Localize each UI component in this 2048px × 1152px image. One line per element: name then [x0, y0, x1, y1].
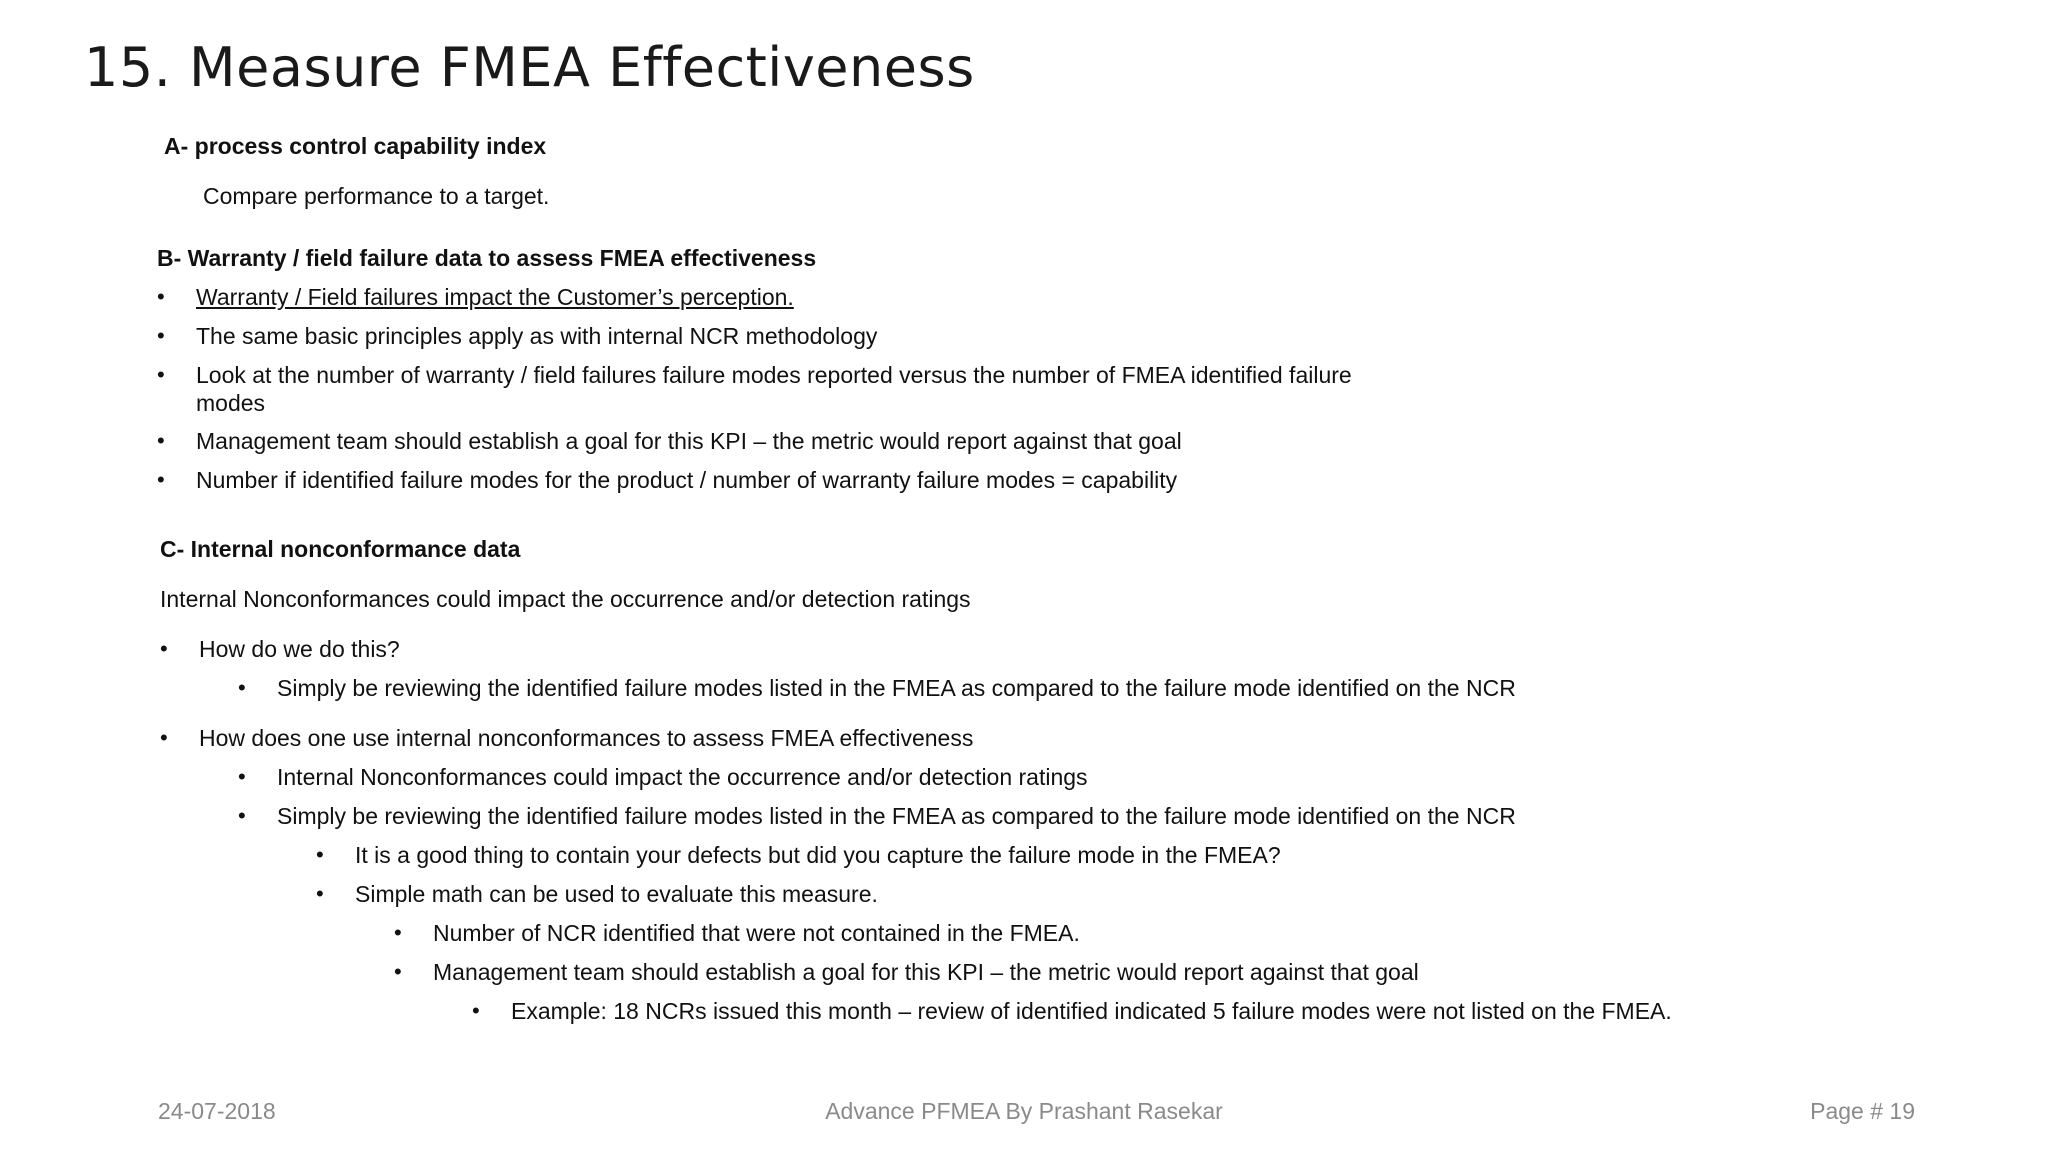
bullet-icon: •	[157, 284, 165, 309]
section-c-level5-a: Example: 18 NCRs issued this month – review of identified indicated 5 failure modes were not listed on the FMEA.	[511, 998, 1672, 1024]
section-b-bullet-5: Number if identified failure modes for the product / number of warranty failure modes = capability	[196, 467, 1178, 493]
section-c-question-2: How does one use internal nonconformances to assess FMEA effectiveness	[199, 725, 974, 751]
footer-page-number: Page # 19	[1810, 1098, 1915, 1124]
bullet-icon: •	[157, 428, 165, 453]
bullet-icon: •	[316, 842, 324, 867]
section-b-heading: B- Warranty / field failure data to assess FMEA effectiveness	[157, 245, 817, 271]
bullet-icon: •	[157, 362, 165, 387]
section-c-intro: Internal Nonconformances could impact the occurrence and/or detection ratings	[160, 586, 971, 612]
section-c-level3-a: It is a good thing to contain your defects but did you capture the failure mode in the FMEA?	[355, 842, 1281, 868]
section-b-bullet-4: Management team should establish a goal for this KPI – the metric would report against that goal	[196, 428, 1182, 454]
bullet-icon: •	[472, 998, 480, 1023]
bullet-icon: •	[157, 323, 165, 348]
section-c-question-1-sub: Simply be reviewing the identified failure modes listed in the FMEA as compared to the failure mode identified on the NCR	[277, 675, 1516, 701]
bullet-icon: •	[238, 803, 246, 828]
bullet-icon: •	[160, 725, 168, 750]
section-b-bullet-3: Look at the number of warranty / field failures failure modes reported versus the number of FMEA identified failure	[196, 362, 1352, 388]
bullet-icon: •	[238, 764, 246, 789]
section-b-bullet-3-cont: modes	[196, 390, 266, 416]
bullet-icon: •	[316, 881, 324, 906]
footer-center-text: Advance PFMEA By Prashant Rasekar	[825, 1098, 1223, 1124]
bullet-icon: •	[394, 959, 402, 984]
bullet-icon: •	[160, 636, 168, 661]
section-c-level3-b: Simple math can be used to evaluate this measure.	[355, 881, 878, 907]
section-a-heading: A- process control capability index	[164, 133, 547, 159]
section-a-text: Compare performance to a target.	[203, 183, 550, 209]
section-c-level4-b: Management team should establish a goal for this KPI – the metric would report against that goal	[433, 959, 1419, 985]
section-b-bullet-1: Warranty / Field failures impact the Customer’s perception.	[196, 284, 794, 310]
bullet-icon: •	[238, 675, 246, 700]
footer-date: 24-07-2018	[158, 1098, 276, 1124]
section-c-level4-a: Number of NCR identified that were not contained in the FMEA.	[433, 920, 1080, 946]
section-b-bullet-2: The same basic principles apply as with internal NCR methodology	[196, 323, 878, 349]
bullet-icon: •	[157, 467, 165, 492]
bullet-icon: •	[394, 920, 402, 945]
section-c-question-2-sub-2: Simply be reviewing the identified failure modes listed in the FMEA as compared to the failure mode identified on the NCR	[277, 803, 1516, 829]
section-c-question-1: How do we do this?	[199, 636, 400, 662]
slide-title: 15. Measure FMEA Effectiveness	[84, 36, 975, 99]
section-c-heading: C- Internal nonconformance data	[160, 536, 521, 562]
section-c-question-2-sub-1: Internal Nonconformances could impact the occurrence and/or detection ratings	[277, 764, 1088, 790]
